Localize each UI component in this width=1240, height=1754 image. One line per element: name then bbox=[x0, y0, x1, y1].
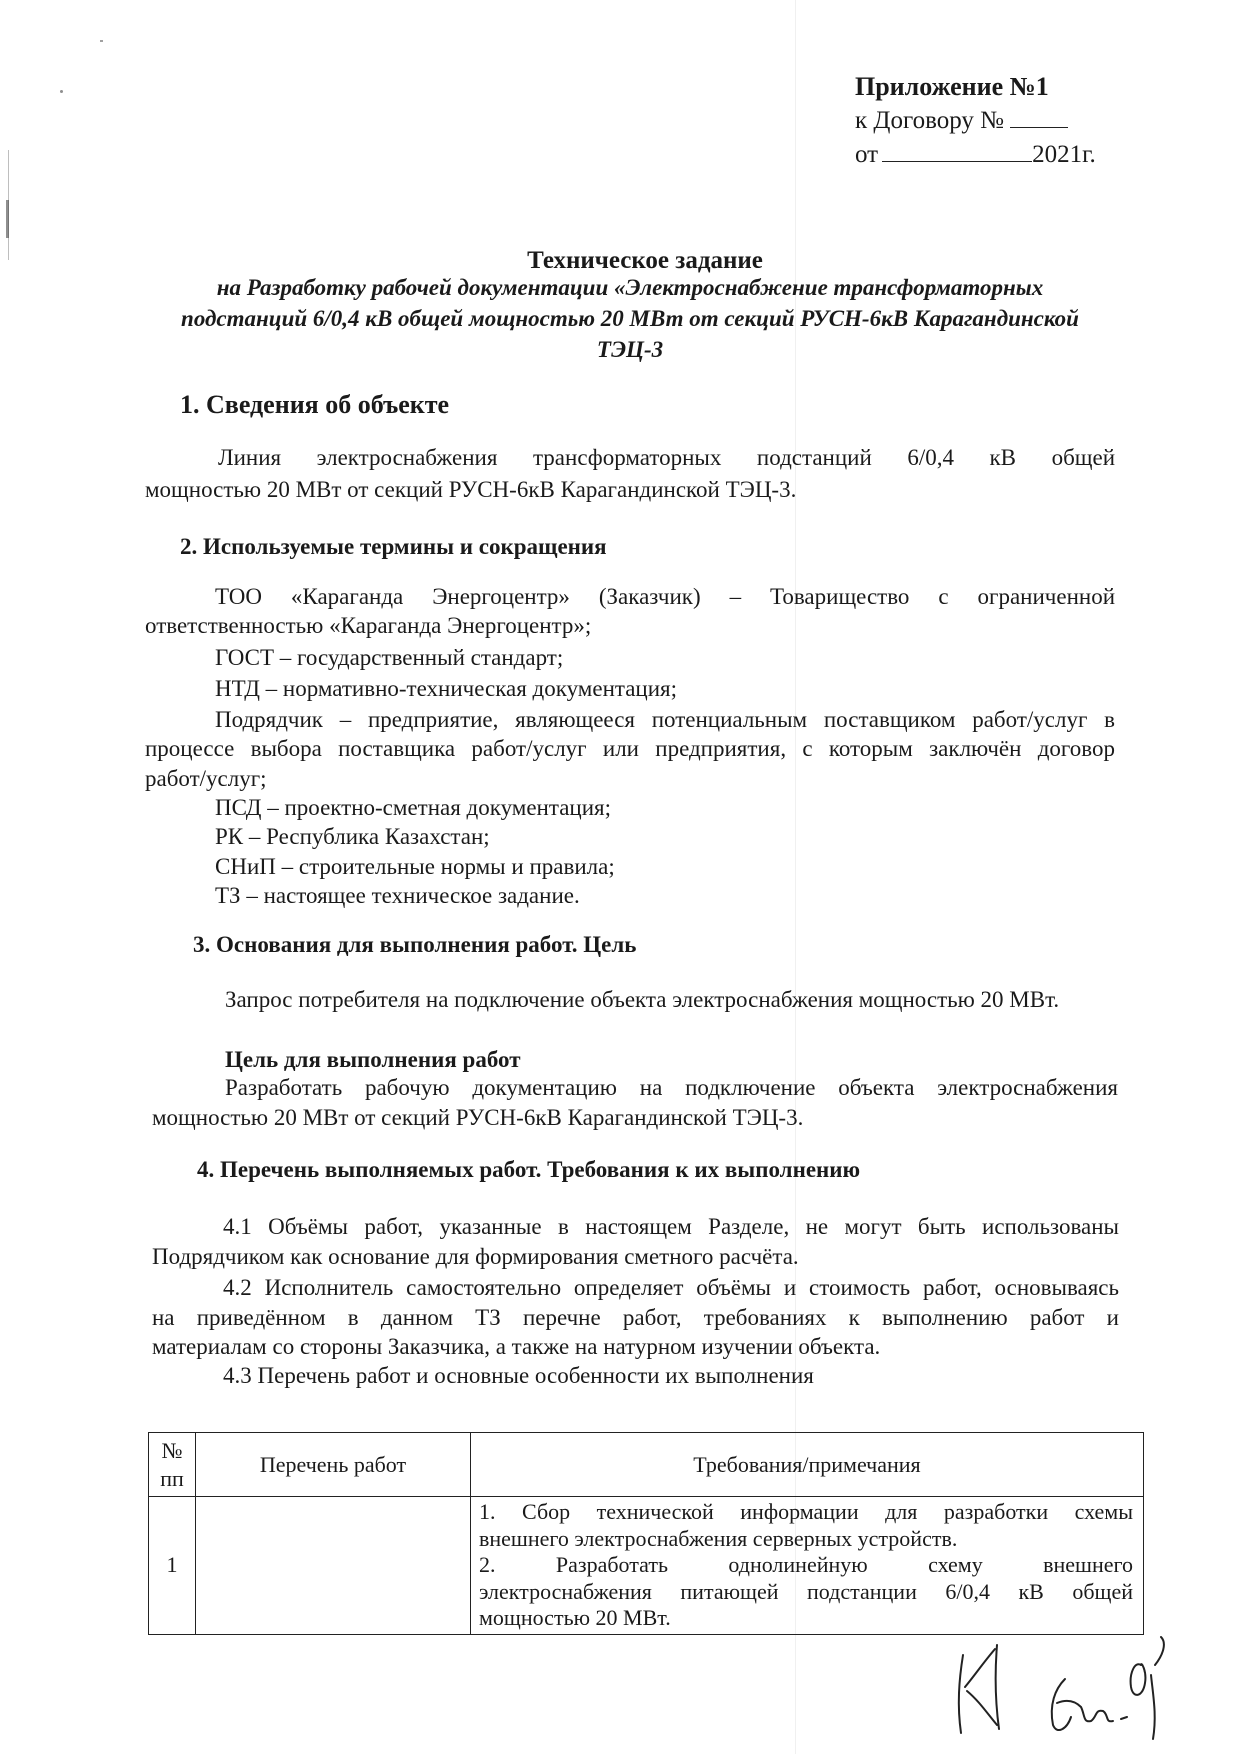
contract-prefix: к Договору № bbox=[855, 107, 1004, 134]
date-year: 2021г. bbox=[1032, 141, 1096, 168]
section-2-line: работ/услуг; bbox=[145, 766, 267, 791]
subject-line: подстанций 6/0,4 кВ общей мощностью 20 МВт от секций РУСН-6кВ Карагандинской bbox=[181, 306, 1079, 331]
contract-date-line bbox=[855, 138, 1096, 172]
section-1-line: Линия электроснабжения трансформаторных подстанций 6/0,4 кВ общей bbox=[218, 445, 1115, 470]
date-blank bbox=[882, 160, 1032, 162]
section-2-line: РК – Республика Казахстан; bbox=[215, 824, 490, 849]
contract-number-blank bbox=[1010, 126, 1068, 128]
section-4-line: на приведённом в данном ТЗ перечне работ, требованиях к выполнению работ и bbox=[152, 1305, 1119, 1330]
section-2-line: НТД – нормативно-техническая документация; bbox=[215, 676, 677, 701]
scan-mark bbox=[60, 90, 63, 93]
section-2-line: ТОО «Караганда Энергоцентр» (Заказчик) – Товарищество с ограниченной bbox=[215, 584, 1115, 609]
appendix-block bbox=[855, 70, 1096, 172]
requirement-line: мощностью 20 МВт. bbox=[479, 1605, 671, 1630]
header-requirements: Требования/примечания bbox=[471, 1433, 1144, 1497]
section-4-line: 4.3 Перечень работ и основные особенности их выполнения bbox=[223, 1363, 814, 1388]
row-num: 1 bbox=[149, 1497, 196, 1635]
goal-line: Разработать рабочую документацию на подключение объекта электроснабжения bbox=[225, 1075, 1118, 1100]
section-4-line: 4.2 Исполнитель самостоятельно определяет объёмы и стоимость работ, основываясь bbox=[223, 1275, 1119, 1300]
section-4-line: Подрядчиком как основание для формирования сметного расчёта. bbox=[152, 1244, 799, 1269]
appendix-title: Приложение №1 bbox=[855, 72, 1049, 101]
section-4-line: 4.1 Объёмы работ, указанные в настоящем Разделе, не могут быть использованы bbox=[223, 1214, 1119, 1239]
section-1-line: мощностью 20 МВт от секций РУСН-6кВ Карагандинской ТЭЦ-3. bbox=[145, 477, 797, 502]
date-prefix: от bbox=[855, 141, 879, 168]
requirement-line: 2. Разработать однолинейную схему внешнего bbox=[479, 1552, 1133, 1577]
requirement-line: 1. Сбор технической информации для разработки схемы bbox=[479, 1499, 1133, 1524]
works-table bbox=[148, 1432, 1144, 1635]
table-header-row bbox=[149, 1433, 1144, 1497]
row-works bbox=[196, 1497, 471, 1635]
section-1-heading: 1. Сведения об объекте bbox=[180, 390, 450, 419]
contract-number-line bbox=[855, 104, 1096, 138]
section-2-line: ПСД – проектно-сметная документация; bbox=[215, 795, 611, 820]
requirement-line: электроснабжения питающей подстанции 6/0,4 кВ общей bbox=[479, 1578, 1133, 1604]
goal-line: мощностью 20 МВт от секций РУСН-6кВ Карагандинской ТЭЦ-3. bbox=[152, 1105, 804, 1130]
table-row bbox=[149, 1497, 1144, 1635]
header-num-bottom: пп bbox=[160, 1465, 184, 1491]
section-2-line: процессе выбора поставщика работ/услуг или предприятия, с которым заключён договор bbox=[145, 736, 1115, 761]
section-4-heading: 4. Перечень выполняемых работ. Требования к их выполнению bbox=[197, 1157, 861, 1182]
section-2-line: ГОСТ – государственный стандарт; bbox=[215, 645, 564, 670]
section-2-line: СНиП – строительные нормы и правила; bbox=[215, 854, 615, 879]
header-num-top: № bbox=[161, 1437, 183, 1463]
header-works: Перечень работ bbox=[196, 1433, 471, 1497]
section-2-line: Подрядчик – предприятие, являющееся потенциальным поставщиком работ/услуг в bbox=[215, 707, 1115, 732]
section-3-heading: 3. Основания для выполнения работ. Цель bbox=[193, 932, 637, 957]
signature-initials bbox=[935, 1625, 1235, 1745]
requirement-line: внешнего электроснабжения серверных устройств. bbox=[479, 1525, 958, 1551]
scan-mark bbox=[100, 40, 103, 42]
document-subject bbox=[145, 272, 1115, 365]
row-requirements bbox=[471, 1497, 1144, 1635]
document-title: Техническое задание bbox=[527, 247, 763, 274]
section-2-line: ТЗ – настоящее техническое задание. bbox=[215, 883, 580, 908]
section-2-heading: 2. Используемые термины и сокращения bbox=[180, 534, 607, 559]
goal-heading: Цель для выполнения работ bbox=[225, 1047, 521, 1072]
section-3-request: Запрос потребителя на подключение объекта электроснабжения мощностью 20 МВт. bbox=[225, 987, 1060, 1012]
subject-line: на Разработку рабочей документации «Электроснабжение трансформаторных bbox=[216, 275, 1044, 300]
section-2-line: ответственностью «Караганда Энергоцентр»; bbox=[145, 613, 592, 638]
scan-mark bbox=[6, 200, 9, 238]
subject-line: ТЭЦ-3 bbox=[596, 337, 664, 362]
header-num bbox=[149, 1433, 196, 1497]
section-4-line: материалам со стороны Заказчика, а также на натурном изучении объекта. bbox=[152, 1334, 881, 1359]
